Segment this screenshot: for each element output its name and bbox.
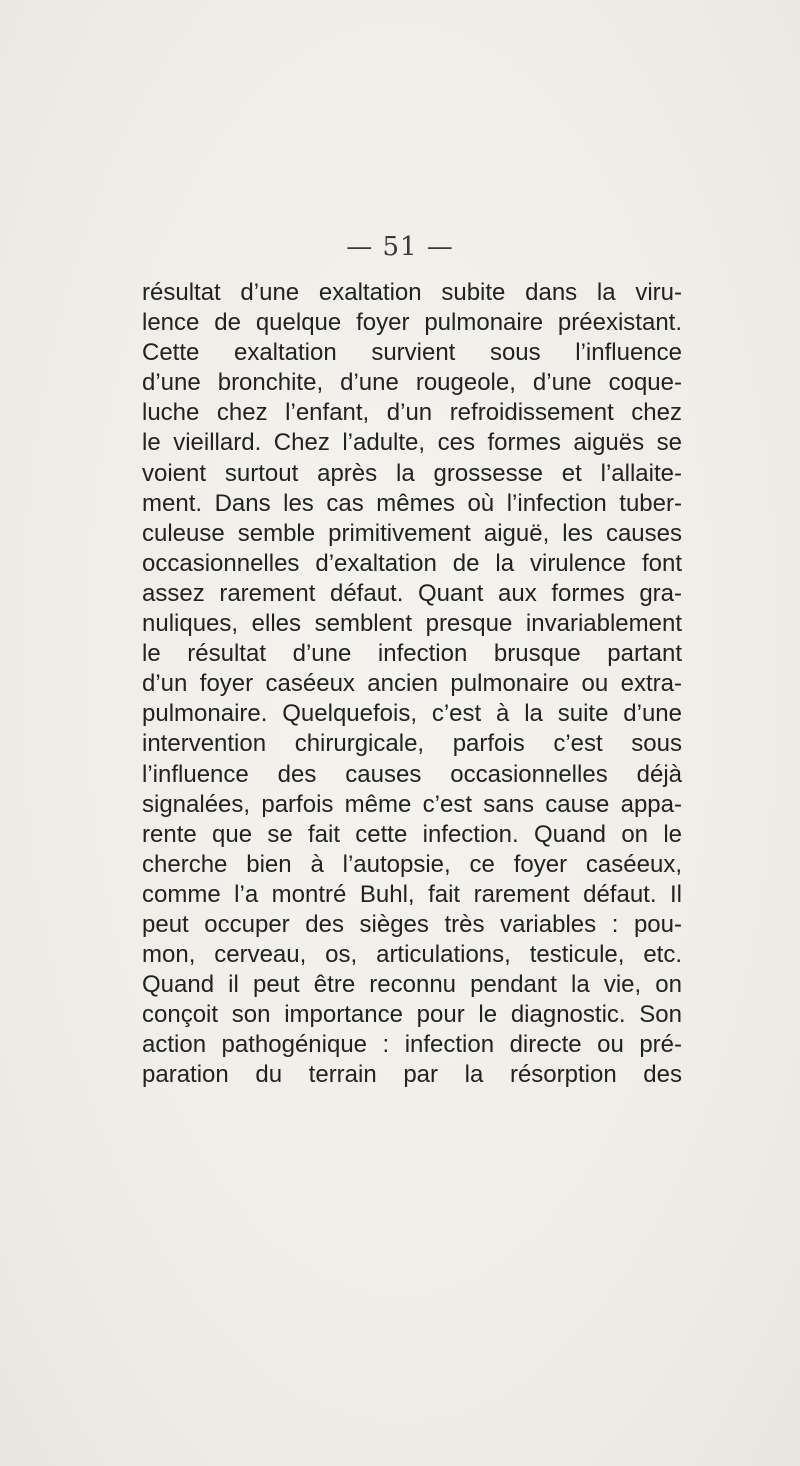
text-line: voient surtout après la grossesse et l’allaite- bbox=[142, 459, 682, 487]
text-line: résultat d’une exaltation subite dans la viru- bbox=[142, 279, 682, 306]
text-line: le vieillard. Chez l’adulte, ces formes aiguës se bbox=[142, 429, 682, 457]
text-line: signalées, parfois même c’est sans cause appa- bbox=[142, 790, 682, 818]
text-line: l’influence des causes occasionnelles déjà bbox=[142, 760, 682, 788]
text-line: Cette exaltation survient sous l’influence bbox=[142, 339, 682, 367]
text-line: culeuse semble primitivement aiguë, les causes bbox=[142, 519, 682, 547]
text-line: paration du terrain par la résorption des bbox=[142, 1061, 682, 1089]
text-line: action pathogénique : infection directe ou pré- bbox=[142, 1031, 682, 1059]
text-line: assez rarement défaut. Quant aux formes gra- bbox=[142, 579, 682, 607]
text-line: le résultat d’une infection brusque partant bbox=[142, 640, 682, 668]
text-line: rente que se fait cette infection. Quand on le bbox=[142, 820, 682, 848]
text-line: d’un foyer caséeux ancien pulmonaire ou extra- bbox=[142, 670, 682, 698]
text-line: peut occuper des sièges très variables : pou- bbox=[142, 910, 682, 938]
text-line: luche chez l’enfant, d’un refroidissement chez bbox=[142, 399, 682, 427]
text-line: comme l’a montré Buhl, fait rarement défaut. Il bbox=[142, 880, 682, 908]
text-line: mon, cerveau, os, articulations, testicule, etc. bbox=[142, 941, 682, 969]
text-line: intervention chirurgicale, parfois c’est sous bbox=[142, 730, 682, 758]
text-line: conçoit son importance pour le diagnostic. Son bbox=[142, 1001, 682, 1029]
text-line: pulmonaire. Quelquefois, c’est à la suite d’une bbox=[142, 700, 682, 728]
text-line: d’une bronchite, d’une rougeole, d’une coque- bbox=[142, 369, 682, 397]
text-line: lence de quelque foyer pulmonaire préexistant. bbox=[142, 309, 682, 337]
page-number: — 51 — bbox=[346, 232, 454, 262]
body-text bbox=[142, 278, 682, 1091]
text-line: occasionnelles d’exaltation de la virulence font bbox=[142, 549, 682, 577]
text-line: nuliques, elles semblent presque invariablement bbox=[142, 610, 682, 638]
text-line: Quand il peut être reconnu pendant la vie, on bbox=[142, 971, 682, 999]
text-line: cherche bien à l’autopsie, ce foyer caséeux, bbox=[142, 850, 682, 878]
text-line: ment. Dans les cas mêmes où l’infection tuber- bbox=[142, 489, 682, 517]
